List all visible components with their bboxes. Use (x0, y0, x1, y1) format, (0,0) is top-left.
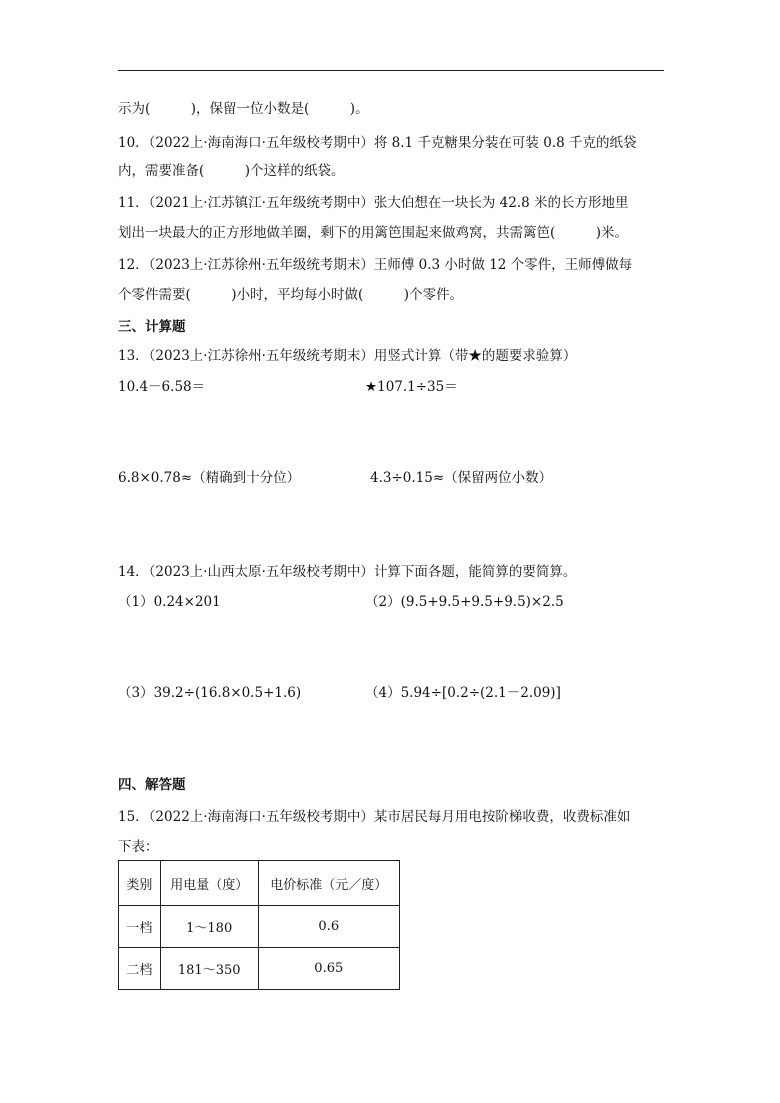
q10-line-2: 内，需要准备( )个这样的纸袋。 (118, 163, 345, 179)
table-cell: 二档 (119, 948, 161, 990)
q10-line-1: 10．（2022上·海南海口·五年级校考期中）将 8.1 千克糖果分装在可装 0.8 千克的纸袋 (118, 135, 637, 151)
q14-item-2: （2）(9.5+9.5+9.5+9.5)×2.5 (365, 594, 564, 610)
q13-prompt: 13．（2023上·江苏徐州·五年级统考期末）用竖式计算（带★的题要求验算） (118, 348, 577, 364)
table-row (119, 906, 400, 948)
section-3-heading: 三、计算题 (118, 319, 186, 335)
q14-prompt: 14．（2023上·山西太原·五年级校考期中）计算下面各题，能简算的要简算。 (118, 564, 577, 580)
q13-item-4: 4.3÷0.15≈（保留两位小数） (370, 470, 553, 486)
q15-line-2: 下表： (118, 839, 159, 855)
q14-item-4: （4）5.94÷[0.2÷(2.1－2.09)] (365, 685, 561, 701)
q12-line-1: 12．（2023上·江苏徐州·五年级统考期末）王师傅 0.3 小时做 12 个零件，王师傅做每 (118, 257, 633, 273)
q9-continuation: 示为( )，保留一位小数是( )。 (118, 101, 369, 117)
electricity-fee-table (118, 860, 400, 990)
q13-item-2: ★107.1÷35＝ (365, 379, 458, 395)
q15-line-1: 15．（2022上·海南海口·五年级校考期中）某市居民每月用电按阶梯收费，收费标准如 (118, 809, 631, 825)
table-cell: 1～180 (160, 906, 258, 948)
q14-item-1: （1）0.24×201 (118, 594, 221, 610)
q13-item-1: 10.4－6.58＝ (118, 379, 206, 395)
table-cell: 181～350 (160, 948, 258, 990)
q12-line-2: 个零件需要( )小时，平均每小时做( )个零件。 (118, 287, 464, 303)
header-rule (118, 70, 664, 71)
table-cell: 0.6 (258, 906, 399, 948)
q11-line-1: 11．（2021上·江苏镇江·五年级统考期中）张大伯想在一块长为 42.8 米的长方形地里 (118, 195, 629, 211)
table-row (119, 948, 400, 990)
table-header-cell: 用电量（度） (160, 861, 258, 906)
q13-item-3: 6.8×0.78≈（精确到十分位） (118, 470, 301, 486)
section-4-heading: 四、解答题 (118, 777, 186, 793)
table-cell: 一档 (119, 906, 161, 948)
table-header-cell: 类别 (119, 861, 161, 906)
q11-line-2: 划出一块最大的正方形地做羊圈，剩下的用篱笆围起来做鸡窝，共需篱笆( )米。 (118, 225, 629, 241)
q14-item-3: （3）39.2÷(16.8×0.5+1.6) (118, 685, 302, 701)
table-header-cell: 电价标准（元／度） (258, 861, 399, 906)
table-cell: 0.65 (258, 948, 399, 990)
table-header-row (119, 861, 400, 906)
